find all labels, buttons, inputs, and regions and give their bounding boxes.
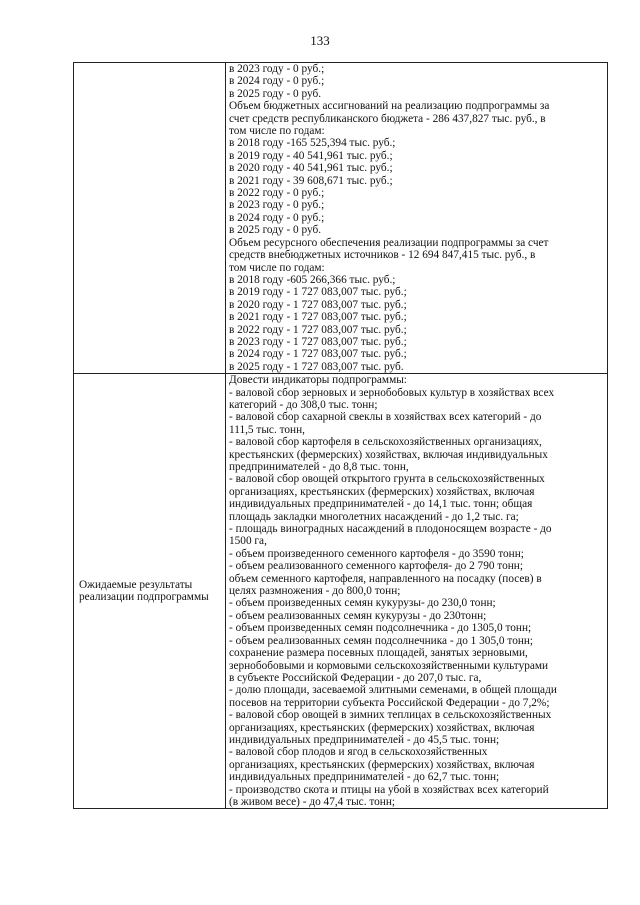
program-passport-table xyxy=(73,62,608,809)
text-line: - валовой сбор овощей открытого грунта в сельскохозяйственных xyxy=(229,473,545,486)
text-line: - объем реализованного семенного картофеля- до 2 790 тонн; xyxy=(229,560,523,573)
text-line: в 2019 году - 1 727 083,007 тыс. руб.; xyxy=(229,286,407,299)
text-line: индивидуальных предпринимателей - до 45,5 тыс. тонн; xyxy=(229,733,500,746)
text-line: (в живом весе) - до 47,4 тыс. тонн; xyxy=(229,795,396,808)
text-line: в 2018 году -605 266,366 тыс. руб.; xyxy=(229,273,396,286)
text-line: в 2024 году - 0 руб.; xyxy=(229,75,325,88)
text-line: - объем произведенного семенного картофеля - до 3590 тонн; xyxy=(229,547,524,560)
text-line: том числе по годам: xyxy=(229,125,325,138)
text-line: в 2023 году - 0 руб.; xyxy=(229,63,325,75)
text-line: крестьянских (фермерских) хозяйствах, включая индивидуальных xyxy=(229,448,548,461)
text-line: - производство скота и птицы на убой в хозяйствах всех категорий xyxy=(229,783,549,796)
text-line: в субъекте Российской Федерации - до 207,0 тыс. га, xyxy=(229,671,482,684)
text-line: в 2022 году - 1 727 083,007 тыс. руб.; xyxy=(229,323,407,336)
text-line: в 2024 году - 1 727 083,007 тыс. руб.; xyxy=(229,348,407,361)
text-line: индивидуальных предпринимателей - до 14,1 тыс. тонн; общая xyxy=(229,498,533,511)
expected-results-text-cell xyxy=(226,374,608,809)
text-line: в 2021 году - 39 608,671 тыс. руб.; xyxy=(229,174,393,187)
text-line: сохранение размера посевных площадей, занятых зерновыми, xyxy=(229,647,528,660)
row-label-empty xyxy=(74,63,226,374)
text-line: - объем произведенных семян кукурузы- до 230,0 тонн; xyxy=(229,597,496,610)
text-line: - валовой сбор сахарной свеклы в хозяйствах всех категорий - до xyxy=(229,411,542,424)
text-line: посевов на территории субъекта Российской Федерации - до 7,2%; xyxy=(229,696,550,709)
text-line: в 2020 году - 40 541,961 тыс. руб.; xyxy=(229,162,393,175)
text-line: - долю площади, засеваемой элитными семенами, в общей площади xyxy=(229,684,557,697)
text-line: в 2025 году - 0 руб. xyxy=(229,87,322,100)
text-line: - объем произведенных семян подсолнечника - до 1305,0 тонн; xyxy=(229,622,532,635)
text-line: счет средств республиканского бюджета - 286 437,827 тыс. руб., в xyxy=(229,112,546,125)
text-line: целях размножения - до 800,0 тонн; xyxy=(229,585,401,598)
text-line: средств внебюджетных источников - 12 694 847,415 тыс. руб., в xyxy=(229,249,536,262)
text-line: организациях, крестьянских (фермерских) хозяйствах, включая xyxy=(229,721,535,734)
text-line: - объем реализованных семян подсолнечника - до 1 305,0 тонн; xyxy=(229,634,534,647)
page-number: 133 xyxy=(310,33,330,48)
text-line: Объем ресурсного обеспечения реализации подпрограммы за счет xyxy=(229,236,549,249)
table-row-funding xyxy=(74,63,608,374)
text-line: площадь закладки многолетних насаждений - до 1,2 тыс. га; xyxy=(229,510,519,523)
text-line: - валовой сбор зерновых и зернобобовых культур в хозяйствах всех xyxy=(229,386,555,399)
text-line: в 2024 году - 0 руб.; xyxy=(229,211,325,224)
text-line: - объем реализованных семян кукурузы - до 230тонн; xyxy=(229,609,487,622)
table-row-expected-results xyxy=(74,374,608,809)
text-line: в 2018 году -165 525,394 тыс. руб.; xyxy=(229,137,396,150)
text-line: в 2025 году - 0 руб. xyxy=(229,224,322,237)
expected-results-label: Ожидаемые результаты реализации подпрограммы xyxy=(74,374,226,809)
text-line: Объем бюджетных ассигнований на реализацию подпрограммы за xyxy=(229,100,550,113)
text-line: в 2023 году - 1 727 083,007 тыс. руб.; xyxy=(229,335,407,348)
text-line: предпринимателей - до 8,8 тыс. тонн, xyxy=(229,461,409,473)
text-line: в 2025 году - 1 727 083,007 тыс. руб. xyxy=(229,360,404,373)
text-line: - валовой сбор овощей в зимних теплицах в сельскохозяйственных xyxy=(229,709,552,722)
text-line: в 2022 году - 0 руб.; xyxy=(229,187,325,200)
text-line: 1500 га, xyxy=(229,535,267,548)
text-line: - валовой сбор картофеля в сельскохозяйственных организациях, xyxy=(229,436,542,449)
text-line: в 2023 году - 0 руб.; xyxy=(229,199,325,212)
text-line: в 2019 году - 40 541,961 тыс. руб.; xyxy=(229,149,393,162)
text-line: организациях, крестьянских (фермерских) хозяйствах, включая xyxy=(229,485,535,498)
text-line: в 2020 году - 1 727 083,007 тыс. руб.; xyxy=(229,298,407,311)
funding-text-cell xyxy=(226,63,608,374)
text-line: в 2021 году - 1 727 083,007 тыс. руб.; xyxy=(229,311,407,324)
text-line: том числе по годам: xyxy=(229,261,325,274)
text-line: индивидуальных предпринимателей - до 62,7 тыс. тонн; xyxy=(229,771,500,784)
text-line: категорий - до 308,0 тыс. тонн; xyxy=(229,398,378,411)
text-line: 111,5 тыс. тонн, xyxy=(229,423,305,436)
text-line: зернобобовыми и кормовыми сельскохозяйственными культурами xyxy=(229,659,549,672)
text-line: Довести индикаторы подпрограммы: xyxy=(229,374,407,387)
text-line: - площадь виноградных насаждений в плодоносящем возрасте - до xyxy=(229,523,552,536)
text-line: - валовой сбор плодов и ягод в сельскохозяйственных xyxy=(229,746,488,759)
text-line: организациях, крестьянских (фермерских) хозяйствах, включая xyxy=(229,758,535,771)
text-line: объем семенного картофеля, направленного на посадку (посев) в xyxy=(229,572,542,585)
